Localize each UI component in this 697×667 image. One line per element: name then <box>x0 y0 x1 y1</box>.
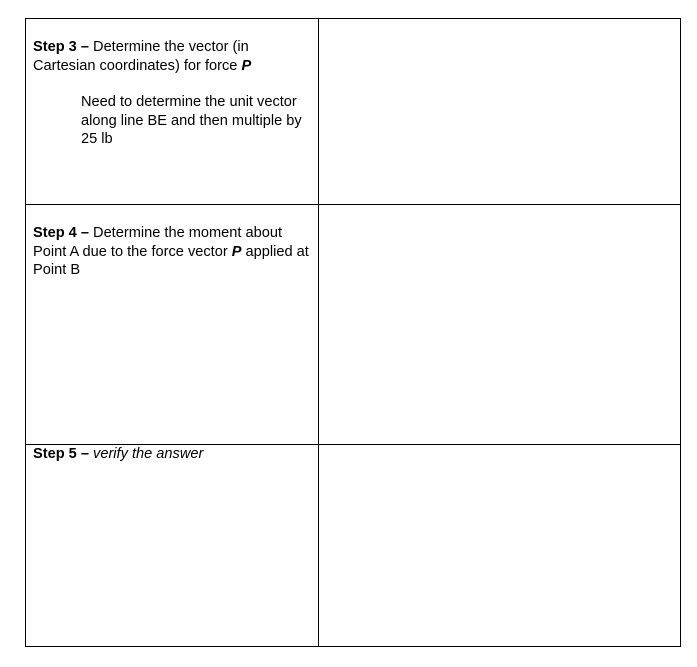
step-4-instruction-cell <box>26 205 319 445</box>
step-4-answer-cell[interactable] <box>319 205 681 445</box>
step-4-row <box>26 205 681 445</box>
step-3-dash: – <box>76 39 94 55</box>
step-3-force-symbol: P <box>241 57 252 74</box>
step-5-row <box>26 445 681 647</box>
step-3-row <box>26 19 681 205</box>
step-3-instruction-cell <box>26 19 319 205</box>
step-5-heading <box>33 445 314 464</box>
worksheet-table <box>25 18 681 647</box>
step-4-label: Step 4 <box>33 225 77 241</box>
step-5-label: Step 5 <box>33 446 77 462</box>
step-5-text: verify the answer <box>93 446 204 462</box>
step-3-note: Need to determine the unit vector along line BE and then multiple by 25 lb <box>81 94 302 147</box>
step-5-answer-cell[interactable] <box>319 445 681 647</box>
step-3-text: Determine the vector (in Cartesian coordinates) for force <box>33 39 249 74</box>
step-3-label: Step 3 <box>33 39 77 55</box>
step-3-heading <box>33 38 314 75</box>
step-4-heading <box>33 224 314 280</box>
step-3-answer-cell[interactable] <box>319 19 681 205</box>
step-4-text-after: applied at Point B <box>33 243 309 278</box>
step-4-text-before: Determine the moment about Point A due to the force vector <box>33 225 283 260</box>
step-4-dash: – <box>76 225 94 241</box>
step-5-dash: – <box>76 446 94 462</box>
step-4-force-symbol: P <box>231 243 242 260</box>
step-5-instruction-cell <box>26 445 319 647</box>
